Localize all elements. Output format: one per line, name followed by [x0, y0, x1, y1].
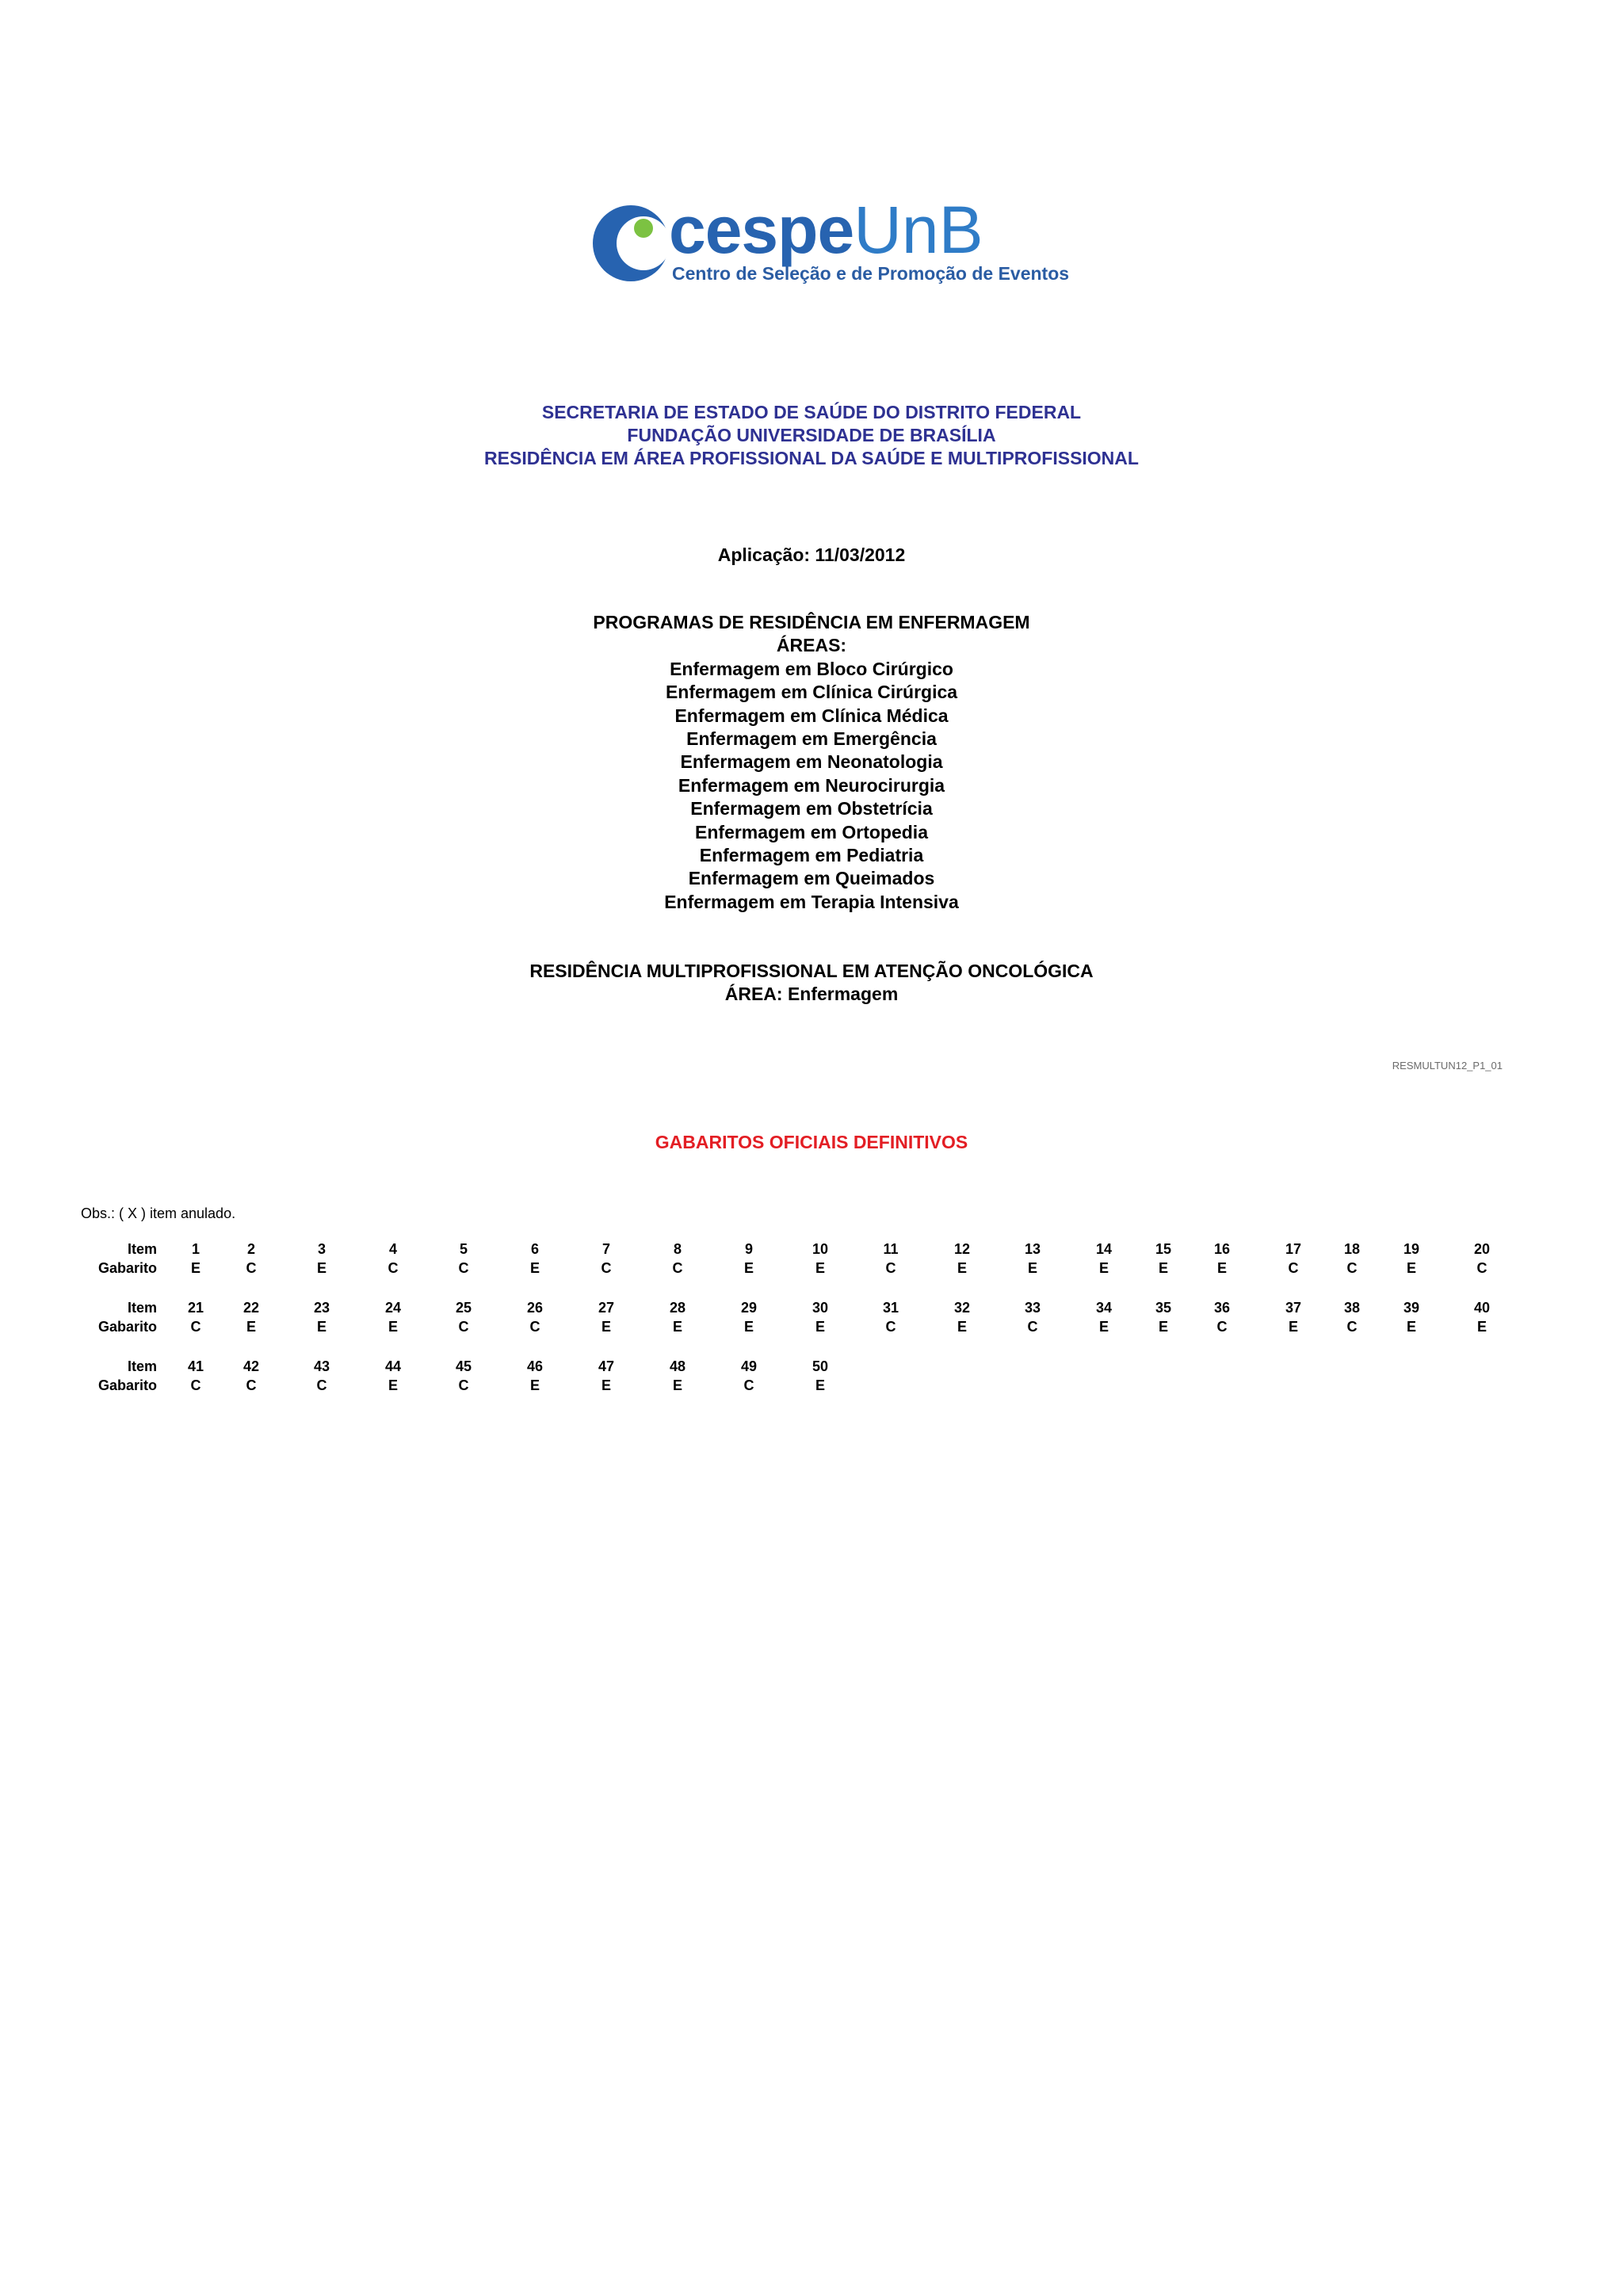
item-number: 46: [526, 1358, 544, 1374]
answer-value: E: [316, 1319, 327, 1335]
multiprofessional-block: [0, 960, 1623, 1006]
answer-value: C: [601, 1260, 612, 1276]
item-number: 12: [953, 1241, 971, 1257]
item-number: 8: [673, 1241, 682, 1257]
answer-value: E: [743, 1319, 754, 1335]
item-number: 11: [883, 1241, 899, 1257]
answer-key-title: GABARITOS OFICIAIS DEFINITIVOS: [655, 1132, 968, 1152]
answer-value: E: [1406, 1319, 1416, 1335]
answer-value: C: [885, 1319, 896, 1335]
item-number: 29: [740, 1300, 758, 1316]
area-item: Enfermagem em Neonatologia: [680, 751, 943, 773]
answer-value: E: [529, 1260, 540, 1276]
area-item: Enfermagem em Ortopedia: [695, 821, 928, 842]
answer-value: E: [1098, 1319, 1109, 1335]
answer-value: C: [885, 1260, 896, 1276]
header-line: FUNDAÇÃO UNIVERSIDADE DE BRASÍLIA: [627, 425, 996, 445]
item-row-label: Item: [127, 1300, 157, 1316]
item-number: 2: [246, 1241, 255, 1257]
area-item: Enfermagem em Pediatria: [699, 845, 924, 866]
logo-subtitle: Centro de Seleção e de Promoção de Eventos: [672, 263, 1070, 284]
item-number: 34: [1095, 1300, 1113, 1316]
answer-value: C: [1288, 1260, 1299, 1276]
item-number: 17: [1285, 1241, 1302, 1257]
answer-value: C: [246, 1377, 257, 1393]
item-number: 23: [313, 1300, 330, 1316]
answer-value: C: [316, 1377, 327, 1393]
item-number: 14: [1095, 1241, 1113, 1257]
answer-value: E: [316, 1260, 327, 1276]
logo-wordmark: cespeUnB: [669, 193, 983, 267]
area-item: Enfermagem em Bloco Cirúrgico: [670, 658, 953, 679]
answer-value: E: [601, 1319, 611, 1335]
area-item: Enfermagem em Obstetrícia: [690, 798, 933, 819]
answer-value: E: [1216, 1260, 1227, 1276]
item-number: 49: [740, 1358, 758, 1374]
answer-value: C: [388, 1260, 399, 1276]
item-number: 41: [187, 1358, 204, 1374]
areas-label: ÁREAS:: [776, 635, 847, 656]
answer-value: E: [190, 1260, 200, 1276]
answer-value: E: [672, 1319, 682, 1335]
answer-row-label: Gabarito: [97, 1377, 157, 1393]
item-number: 16: [1213, 1241, 1231, 1257]
answer-value: E: [815, 1319, 825, 1335]
answer-value: C: [458, 1319, 469, 1335]
item-number: 37: [1285, 1300, 1302, 1316]
answer-value: E: [529, 1377, 540, 1393]
header-line: SECRETARIA DE ESTADO DE SAÚDE DO DISTRITO FEDERAL: [541, 402, 1082, 422]
item-number: 26: [526, 1300, 544, 1316]
area-item: Enfermagem em Queimados: [688, 868, 935, 889]
item-number: 9: [744, 1241, 753, 1257]
area-item: Enfermagem em Clínica Médica: [674, 705, 949, 726]
answer-value: C: [1346, 1260, 1358, 1276]
answer-value: E: [1158, 1319, 1168, 1335]
area-item: Enfermagem em Terapia Intensiva: [664, 891, 959, 912]
answer-row-label: Gabarito: [97, 1260, 157, 1276]
area-item: Enfermagem em Emergência: [686, 728, 937, 750]
item-number: 30: [812, 1300, 829, 1316]
answer-value: C: [190, 1319, 201, 1335]
answer-value: C: [246, 1260, 257, 1276]
item-number: 36: [1213, 1300, 1231, 1316]
item-number: 27: [598, 1300, 615, 1316]
annulled-note: Obs.: ( X ) item anulado.: [81, 1205, 236, 1221]
item-number: 4: [388, 1241, 397, 1257]
answer-value: E: [815, 1377, 825, 1393]
document-code: RESMULTUN12_P1_01: [1392, 1060, 1503, 1072]
cespe-c-mark-icon: [591, 200, 670, 287]
cespe-unb-logo: [591, 193, 1070, 295]
answer-value: E: [672, 1377, 682, 1393]
item-number: 22: [242, 1300, 260, 1316]
item-number: 32: [953, 1300, 971, 1316]
application-date: Aplicação: 11/03/2012: [717, 544, 906, 565]
item-number: 5: [459, 1241, 468, 1257]
answer-value: C: [743, 1377, 754, 1393]
answer-value: E: [246, 1319, 256, 1335]
item-row-label: Item: [127, 1241, 157, 1257]
item-number: 10: [812, 1241, 829, 1257]
item-number: 15: [1155, 1241, 1172, 1257]
institution-header: [0, 401, 1623, 470]
item-number: 7: [601, 1241, 610, 1257]
item-number: 44: [384, 1358, 402, 1374]
item-number: 40: [1473, 1300, 1491, 1316]
item-number: 3: [317, 1241, 326, 1257]
item-number: 18: [1343, 1241, 1361, 1257]
item-number: 21: [187, 1300, 204, 1316]
answer-value: E: [1406, 1260, 1416, 1276]
item-number: 20: [1473, 1241, 1491, 1257]
answer-value: E: [388, 1377, 398, 1393]
item-number: 45: [455, 1358, 472, 1374]
item-number: 1: [191, 1241, 200, 1257]
item-number: 42: [242, 1358, 260, 1374]
answer-row-label: Gabarito: [97, 1319, 157, 1335]
answer-value: C: [1027, 1319, 1038, 1335]
area-item: Enfermagem em Neurocirurgia: [678, 774, 945, 796]
answer-value: C: [1346, 1319, 1358, 1335]
header-line: RESIDÊNCIA EM ÁREA PROFISSIONAL DA SAÚDE E MULTIPROFISSIONAL: [484, 448, 1139, 468]
answer-value: C: [1216, 1319, 1228, 1335]
answer-value: E: [1476, 1319, 1487, 1335]
answer-value: E: [1027, 1260, 1037, 1276]
answer-value: E: [1098, 1260, 1109, 1276]
item-number: 50: [812, 1358, 829, 1374]
item-row-label: Item: [127, 1358, 157, 1374]
answer-value: E: [815, 1260, 825, 1276]
item-number: 35: [1155, 1300, 1172, 1316]
item-number: 31: [882, 1300, 899, 1316]
item-number: 48: [669, 1358, 686, 1374]
item-number: 6: [530, 1241, 539, 1257]
answer-value: C: [1476, 1260, 1487, 1276]
answer-value: E: [601, 1377, 611, 1393]
item-number: 13: [1024, 1241, 1041, 1257]
item-number: 43: [313, 1358, 330, 1374]
answer-value: E: [1288, 1319, 1298, 1335]
area-item: Enfermagem em Clínica Cirúrgica: [665, 682, 958, 703]
item-number: 47: [598, 1358, 615, 1374]
item-number: 19: [1403, 1241, 1420, 1257]
item-number: 38: [1343, 1300, 1361, 1316]
programs-block: [0, 611, 1623, 914]
item-number: 33: [1024, 1300, 1041, 1316]
item-number: 28: [669, 1300, 686, 1316]
multiprofessional-title: RESIDÊNCIA MULTIPROFISSIONAL EM ATENÇÃO ONCOLÓGICA: [529, 961, 1094, 981]
answer-value: C: [458, 1260, 469, 1276]
answer-value: E: [388, 1319, 398, 1335]
item-number: 39: [1403, 1300, 1420, 1316]
item-number: 24: [384, 1300, 402, 1316]
answer-value: C: [458, 1377, 469, 1393]
item-number: 25: [455, 1300, 472, 1316]
programs-title: PROGRAMAS DE RESIDÊNCIA EM ENFERMAGEM: [593, 612, 1030, 632]
answer-value: E: [957, 1260, 967, 1276]
answer-value: E: [1158, 1260, 1168, 1276]
answer-value: C: [190, 1377, 201, 1393]
multiprofessional-area: ÁREA: Enfermagem: [724, 984, 899, 1004]
answer-value: C: [672, 1260, 683, 1276]
answer-value: E: [743, 1260, 754, 1276]
answer-value: E: [957, 1319, 967, 1335]
answer-value: C: [529, 1319, 540, 1335]
